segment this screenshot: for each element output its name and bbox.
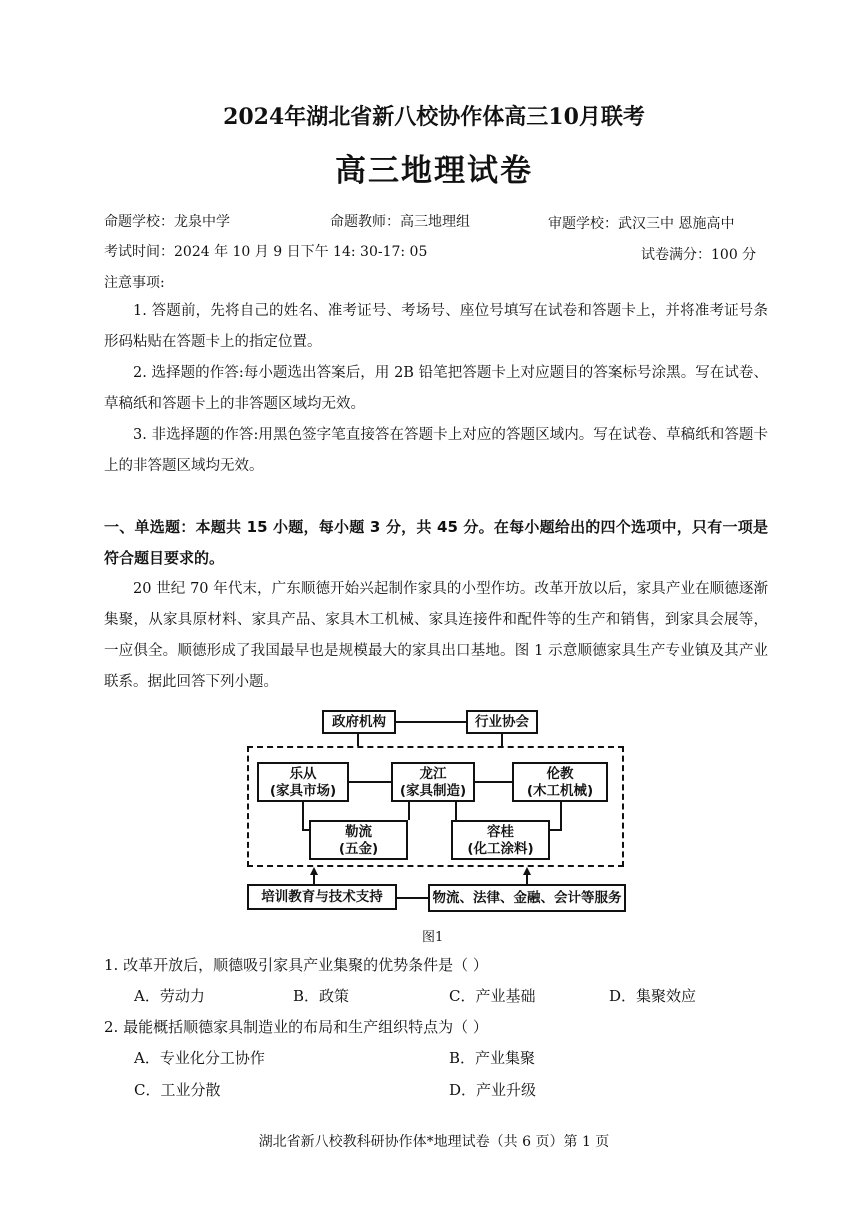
lecong-role: (家具市场) (269, 783, 337, 799)
longjiang-ronggui-link (455, 802, 457, 820)
question-2-stem: 2. 最能概括顺德家具制造业的布局和生产组织特点为（ ） (104, 1018, 488, 1036)
exam-title: 2024年湖北省新八校协作体高三10月联考 (223, 104, 645, 130)
question-1-stem: 1. 改革开放后，顺德吸引家具产业集聚的优势条件是（ ） (104, 956, 488, 974)
services-label: 物流、法律、金融、会计等服务 (432, 890, 622, 906)
leliu-box (309, 820, 408, 860)
leliu-role: (五金) (338, 841, 379, 857)
leliu-name: 勒流 (345, 824, 372, 840)
lecong-leliu-link-h (302, 829, 309, 831)
assoc-down-link (501, 734, 503, 746)
longjiang-leliu-link (408, 802, 410, 820)
question-2-option-b: B．产业集聚 (449, 1049, 536, 1067)
training-arrow-shaft (313, 874, 315, 884)
lecong-leliu-link-v (302, 802, 304, 830)
lunjiao-ronggui-link-v (560, 802, 562, 830)
lecong-longjiang-link (349, 781, 391, 783)
services-arrow-head (523, 867, 531, 875)
lecong-name: 乐从 (289, 766, 317, 782)
training-arrow-head (310, 867, 318, 875)
page-footer: 湖北省新八校教科研协作体*地理试卷（共 6 页）第 1 页 (258, 1134, 610, 1150)
notice-item-1: 1. 答题前，先将自己的姓名、准考证号、考场号、座位号填写在试卷和答题卡上，并将准考证号条形码粘贴在答题卡上的指定位置。 (104, 303, 768, 350)
assoc-box (466, 710, 538, 734)
passage: 20 世纪 70 年代末，广东顺德开始兴起制作家具的小型作坊。改革开放以后，家具产业在顺德逐渐集聚，从家具原材料、家具产品、家具木工机械、家具连接件和配件等的生产和销售，到家具会展等，一应俱全。顺德形成了我国最早也是规模最大的家具出口基地。图 1 示意顺德家具生产专业镇及其产业联系。据此回答下列小题。 (104, 581, 768, 690)
lunjiao-name: 伦教 (546, 766, 574, 782)
lunjiao-box (512, 762, 608, 802)
longjiang-name: 龙江 (419, 766, 447, 782)
gov-label: 政府机构 (332, 714, 386, 730)
assoc-label: 行业协会 (475, 714, 529, 730)
meta-teacher: 命题教师：高三地理组 (330, 214, 470, 230)
gov-box (322, 710, 396, 734)
meta-reviewer: 审题学校：武汉三中 恩施高中 (548, 216, 735, 232)
meta-school: 命题学校：龙泉中学 (104, 214, 230, 230)
gov-assoc-link (396, 721, 466, 723)
question-1-option-d: D．集聚效应 (609, 987, 697, 1005)
question-1-option-a: A．劳动力 (134, 987, 205, 1005)
question-2-option-d: D．产业升级 (449, 1081, 537, 1099)
meta-score: 试卷满分：100 分 (641, 247, 757, 263)
ronggui-name: 容桂 (487, 824, 514, 840)
figure-caption: 图1 (422, 930, 444, 945)
section-heading: 一、单选题：本题共 15 小题，每小题 3 分，共 45 分。在每小题给出的四个选项中，只有一项是符合题目要求的。 (104, 518, 768, 567)
ronggui-role: (化工涂料) (467, 841, 534, 857)
notice-heading: 注意事项: (104, 275, 165, 291)
lecong-box (257, 762, 349, 802)
notice-item-2: 2. 选择题的作答:每小题选出答案后，用 2B 铅笔把答题卡上对应题目的答案标号涂黑。写在试卷、草稿纸和答题卡上的非答题区域均无效。 (104, 365, 768, 412)
meta-time: 考试时间：2024 年 10 月 9 日下午 14: 30-17: 05 (104, 244, 428, 260)
longjiang-box (391, 762, 475, 802)
longjiang-lunjiao-link (475, 781, 512, 783)
lunjiao-role: (木工机械) (526, 783, 594, 799)
gov-down-link (357, 734, 359, 746)
training-box (247, 884, 397, 910)
training-label: 培训教育与技术支持 (261, 889, 383, 905)
question-2-option-c: C．工业分散 (134, 1081, 221, 1099)
question-1-option-c: C．产业基础 (449, 987, 536, 1005)
paper-subtitle: 高三地理试卷 (335, 153, 533, 189)
ronggui-box (451, 820, 550, 860)
lunjiao-ronggui-link-h (550, 829, 562, 831)
training-services-link (397, 897, 428, 899)
question-1-option-b: B．政策 (293, 987, 350, 1005)
notice-item-3: 3. 非选择题的作答:用黑色签字笔直接答在答题卡上对应的答题区域内。写在试卷、草稿纸和答题卡上的非答题区域均无效。 (104, 427, 768, 474)
services-box (428, 884, 626, 912)
question-2-option-a: A．专业化分工协作 (134, 1049, 265, 1067)
longjiang-role: (家具制造) (399, 783, 467, 799)
